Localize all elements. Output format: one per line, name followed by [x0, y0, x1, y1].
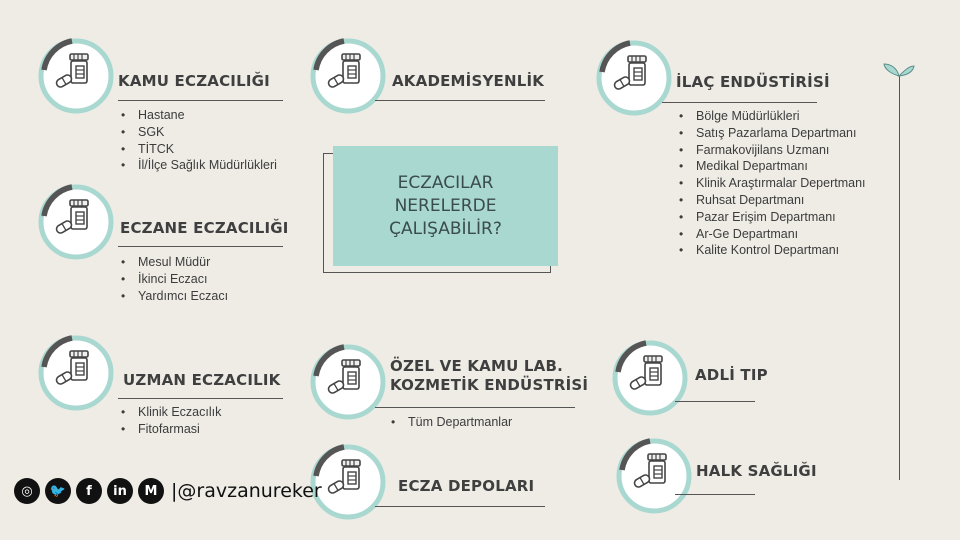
node-title: ECZANE ECZACILIĞI	[120, 219, 289, 237]
title-underline	[375, 100, 545, 101]
list-item: • TİTCK	[118, 141, 277, 158]
list-item: • Klinik Araştırmalar Depertmanı	[676, 175, 866, 192]
ring-icon	[308, 36, 388, 116]
title-underline	[118, 246, 283, 247]
list-item: • İl/İlçe Sağlık Müdürlükleri	[118, 157, 277, 174]
list-item: • Hastane	[118, 107, 277, 124]
instagram-icon[interactable]: ◎	[14, 478, 40, 504]
node-title: UZMAN ECZACILIK	[123, 371, 281, 389]
list-item: • Ar-Ge Departmanı	[676, 226, 866, 243]
medium-icon[interactable]: M	[138, 478, 164, 504]
ring-icon	[308, 342, 388, 422]
list-item: • İkinci Eczacı	[118, 271, 228, 288]
title-underline	[118, 398, 283, 399]
center-title-box	[333, 146, 558, 266]
title-underline	[662, 102, 817, 103]
node-ring	[36, 333, 116, 413]
node-ring	[308, 342, 388, 422]
vertical-timeline-line	[899, 75, 900, 480]
title-underline	[675, 494, 755, 495]
list-item: • Bölge Müdürlükleri	[676, 108, 866, 125]
list-item: • Ruhsat Departmanı	[676, 192, 866, 209]
node-title-line2: KOZMETİK ENDÜSTRİSİ	[390, 376, 589, 394]
list-item: • Satış Pazarlama Departmanı	[676, 125, 866, 142]
node-ring	[610, 338, 690, 418]
ring-icon	[594, 38, 674, 118]
ring-icon	[614, 436, 694, 516]
title-underline	[375, 506, 545, 507]
node-title: KAMU ECZACILIĞI	[118, 72, 270, 90]
title-underline	[118, 100, 283, 101]
node-title: İLAÇ ENDÜSTİRİSİ	[676, 73, 830, 91]
list-item: • Medikal Departmanı	[676, 158, 866, 175]
node-item-list	[388, 414, 512, 431]
twitter-icon[interactable]: 🐦	[45, 478, 71, 504]
node-ring	[614, 436, 694, 516]
list-item: • Farmakovijilans Uzmanı	[676, 142, 866, 159]
list-item: • Fitofarmasi	[118, 421, 221, 438]
node-item-list	[118, 404, 221, 438]
list-item: • SGK	[118, 124, 277, 141]
ring-icon	[36, 36, 116, 116]
linkedin-icon[interactable]: in	[107, 478, 133, 504]
node-item-list	[118, 107, 277, 174]
list-item: • Yardımcı Eczacı	[118, 288, 228, 305]
list-item: • Kalite Kontrol Departmanı	[676, 242, 866, 259]
node-title: AKADEMİSYENLİK	[392, 72, 545, 90]
node-title: HALK SAĞLIĞI	[696, 462, 817, 480]
title-underline	[375, 407, 575, 408]
node-item-list	[118, 254, 228, 304]
title-underline	[675, 401, 755, 402]
ring-icon	[610, 338, 690, 418]
ring-icon	[36, 182, 116, 262]
center-title-text: ECZACILAR NERELERDE ÇALIŞABİLİR?	[389, 172, 502, 239]
node-title: ECZA DEPOLARI	[398, 477, 535, 495]
list-item: • Mesul Müdür	[118, 254, 228, 271]
node-ring	[36, 36, 116, 116]
list-item: • Klinik Eczacılık	[118, 404, 221, 421]
node-item-list	[676, 108, 866, 259]
facebook-icon[interactable]: f	[76, 478, 102, 504]
list-item: • Tüm Departmanlar	[388, 414, 512, 431]
node-ring	[308, 36, 388, 116]
leaf-icon	[882, 58, 916, 80]
node-title: ÖZEL VE KAMU LAB.	[390, 357, 563, 375]
social-bar	[14, 478, 322, 504]
social-handle[interactable]: |@ravzanureker	[171, 480, 322, 502]
node-ring	[36, 182, 116, 262]
node-ring	[594, 38, 674, 118]
list-item: • Pazar Erişim Departmanı	[676, 209, 866, 226]
ring-icon	[36, 333, 116, 413]
node-title: ADLİ TIP	[695, 366, 768, 384]
